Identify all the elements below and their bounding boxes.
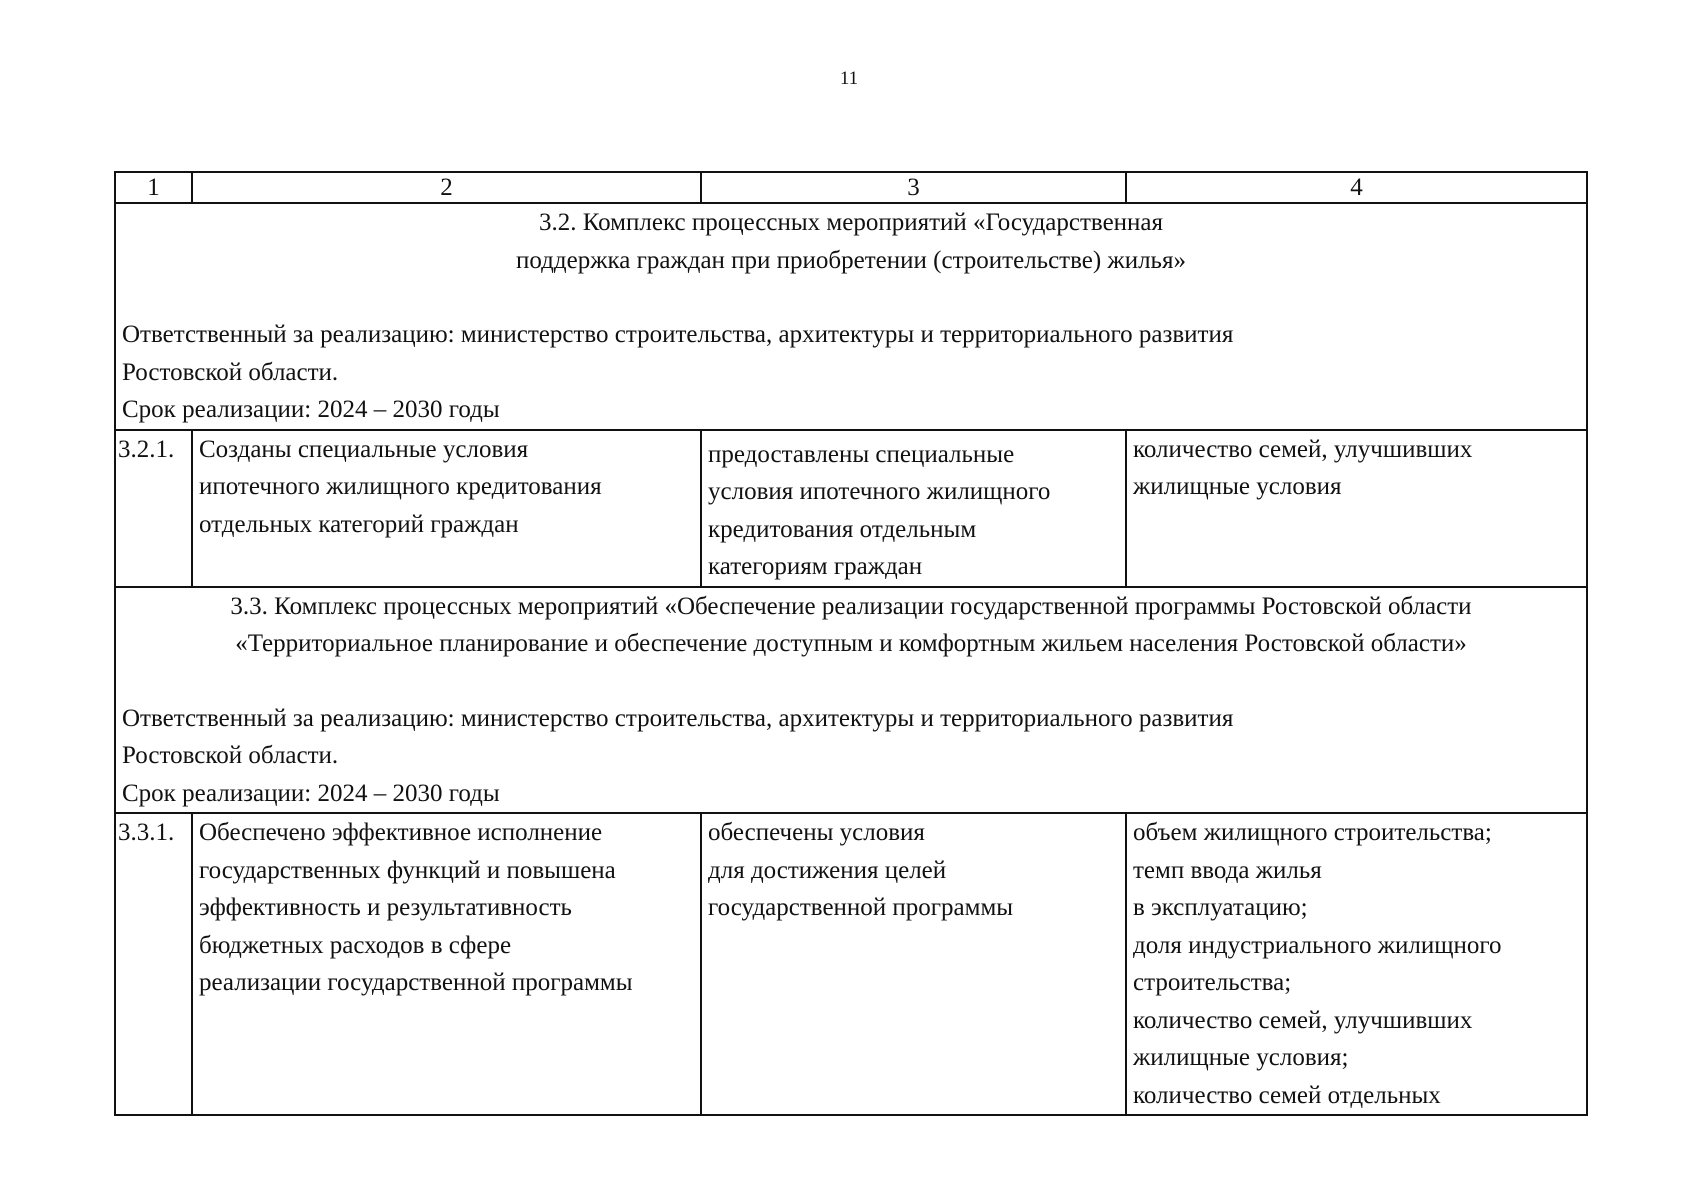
section-header-row <box>115 587 1587 814</box>
term-line: Срок реализации: 2024 – 2030 годы <box>122 779 500 807</box>
task-cell <box>192 813 701 1115</box>
column-header-row <box>115 172 1587 203</box>
task-line: Созданы специальные условия <box>199 435 529 463</box>
indicator-cell <box>1126 813 1587 1115</box>
responsible-line: Ростовской области. <box>122 742 339 769</box>
effect-line: для достижения целей <box>708 856 947 884</box>
task-line: бюджетных расходов в сфере <box>199 931 512 959</box>
column-header-1: 1 <box>115 172 192 203</box>
effect-line: обеспечены условия <box>708 819 925 846</box>
task-line: отдельных категорий граждан <box>199 510 519 538</box>
effect-line: государственной программы <box>708 894 1014 921</box>
indicator-line: жилищные условия <box>1133 473 1342 500</box>
effect-cell <box>701 430 1126 587</box>
page-number: 11 <box>839 68 859 89</box>
row-number: 3.3.1. <box>115 813 192 1115</box>
indicator-line: в эксплуатацию; <box>1133 894 1308 921</box>
responsible-line: Ответственный за реализацию: министерство строительства, архитектуры и территориального развития <box>122 704 1234 732</box>
activities-table <box>114 171 1588 1116</box>
effect-line: категориям граждан <box>708 553 923 580</box>
indicator-line: темп ввода жилья <box>1133 856 1322 884</box>
term-line: Срок реализации: 2024 – 2030 годы <box>122 396 500 423</box>
task-line: эффективность и результативность <box>199 894 572 921</box>
effect-cell <box>701 813 1126 1115</box>
indicator-line: жилищные условия; <box>1133 1044 1349 1071</box>
table-row <box>115 430 1587 587</box>
section-spacer <box>122 279 1580 316</box>
section-title-line: «Территориальное планирование и обеспечение доступным и комфортным жильем населения Ростовской области» <box>235 630 1467 657</box>
indicator-line: объем жилищного строительства; <box>1133 819 1492 846</box>
column-header-4: 4 <box>1126 172 1587 203</box>
effect-line: предоставлены специальные <box>708 440 1015 468</box>
column-header-2: 2 <box>192 172 701 203</box>
table-row <box>115 813 1587 1115</box>
column-header-3: 3 <box>701 172 1126 203</box>
section-header-row <box>115 203 1587 430</box>
indicator-line: количество семей, улучшивших <box>1133 1006 1473 1034</box>
section-title-line: 3.2. Комплекс процессных мероприятий «Государственная <box>538 209 1164 236</box>
indicator-line: строительства; <box>1133 969 1292 996</box>
indicator-cell <box>1126 430 1587 587</box>
task-line: Обеспечено эффективное исполнение <box>199 819 603 846</box>
task-line: государственных функций и повышена <box>199 856 616 884</box>
indicator-line: количество семей отдельных <box>1133 1081 1441 1109</box>
indicator-line: количество семей, улучшивших <box>1133 435 1473 463</box>
indicator-line: доля индустриального жилищного <box>1133 931 1502 959</box>
effect-line: кредитования отдельным <box>708 515 977 543</box>
responsible-line: Ответственный за реализацию: министерство строительства, архитектуры и территориального развития <box>122 321 1234 348</box>
section-spacer <box>122 663 1580 700</box>
section-header-cell <box>115 203 1587 430</box>
section-title-line: 3.3. Комплекс процессных мероприятий «Обеспечение реализации государственной программы Ростовской области <box>230 592 1472 620</box>
section-title-line: поддержка граждан при приобретении (строительстве) жилья» <box>516 246 1186 274</box>
row-number: 3.2.1. <box>115 430 192 587</box>
task-line: реализации государственной программы <box>199 969 633 996</box>
effect-line: условия ипотечного жилищного <box>708 478 1051 505</box>
section-header-cell <box>115 587 1587 814</box>
task-cell <box>192 430 701 587</box>
task-line: ипотечного жилищного кредитования <box>199 473 602 500</box>
responsible-line: Ростовской области. <box>122 358 339 386</box>
